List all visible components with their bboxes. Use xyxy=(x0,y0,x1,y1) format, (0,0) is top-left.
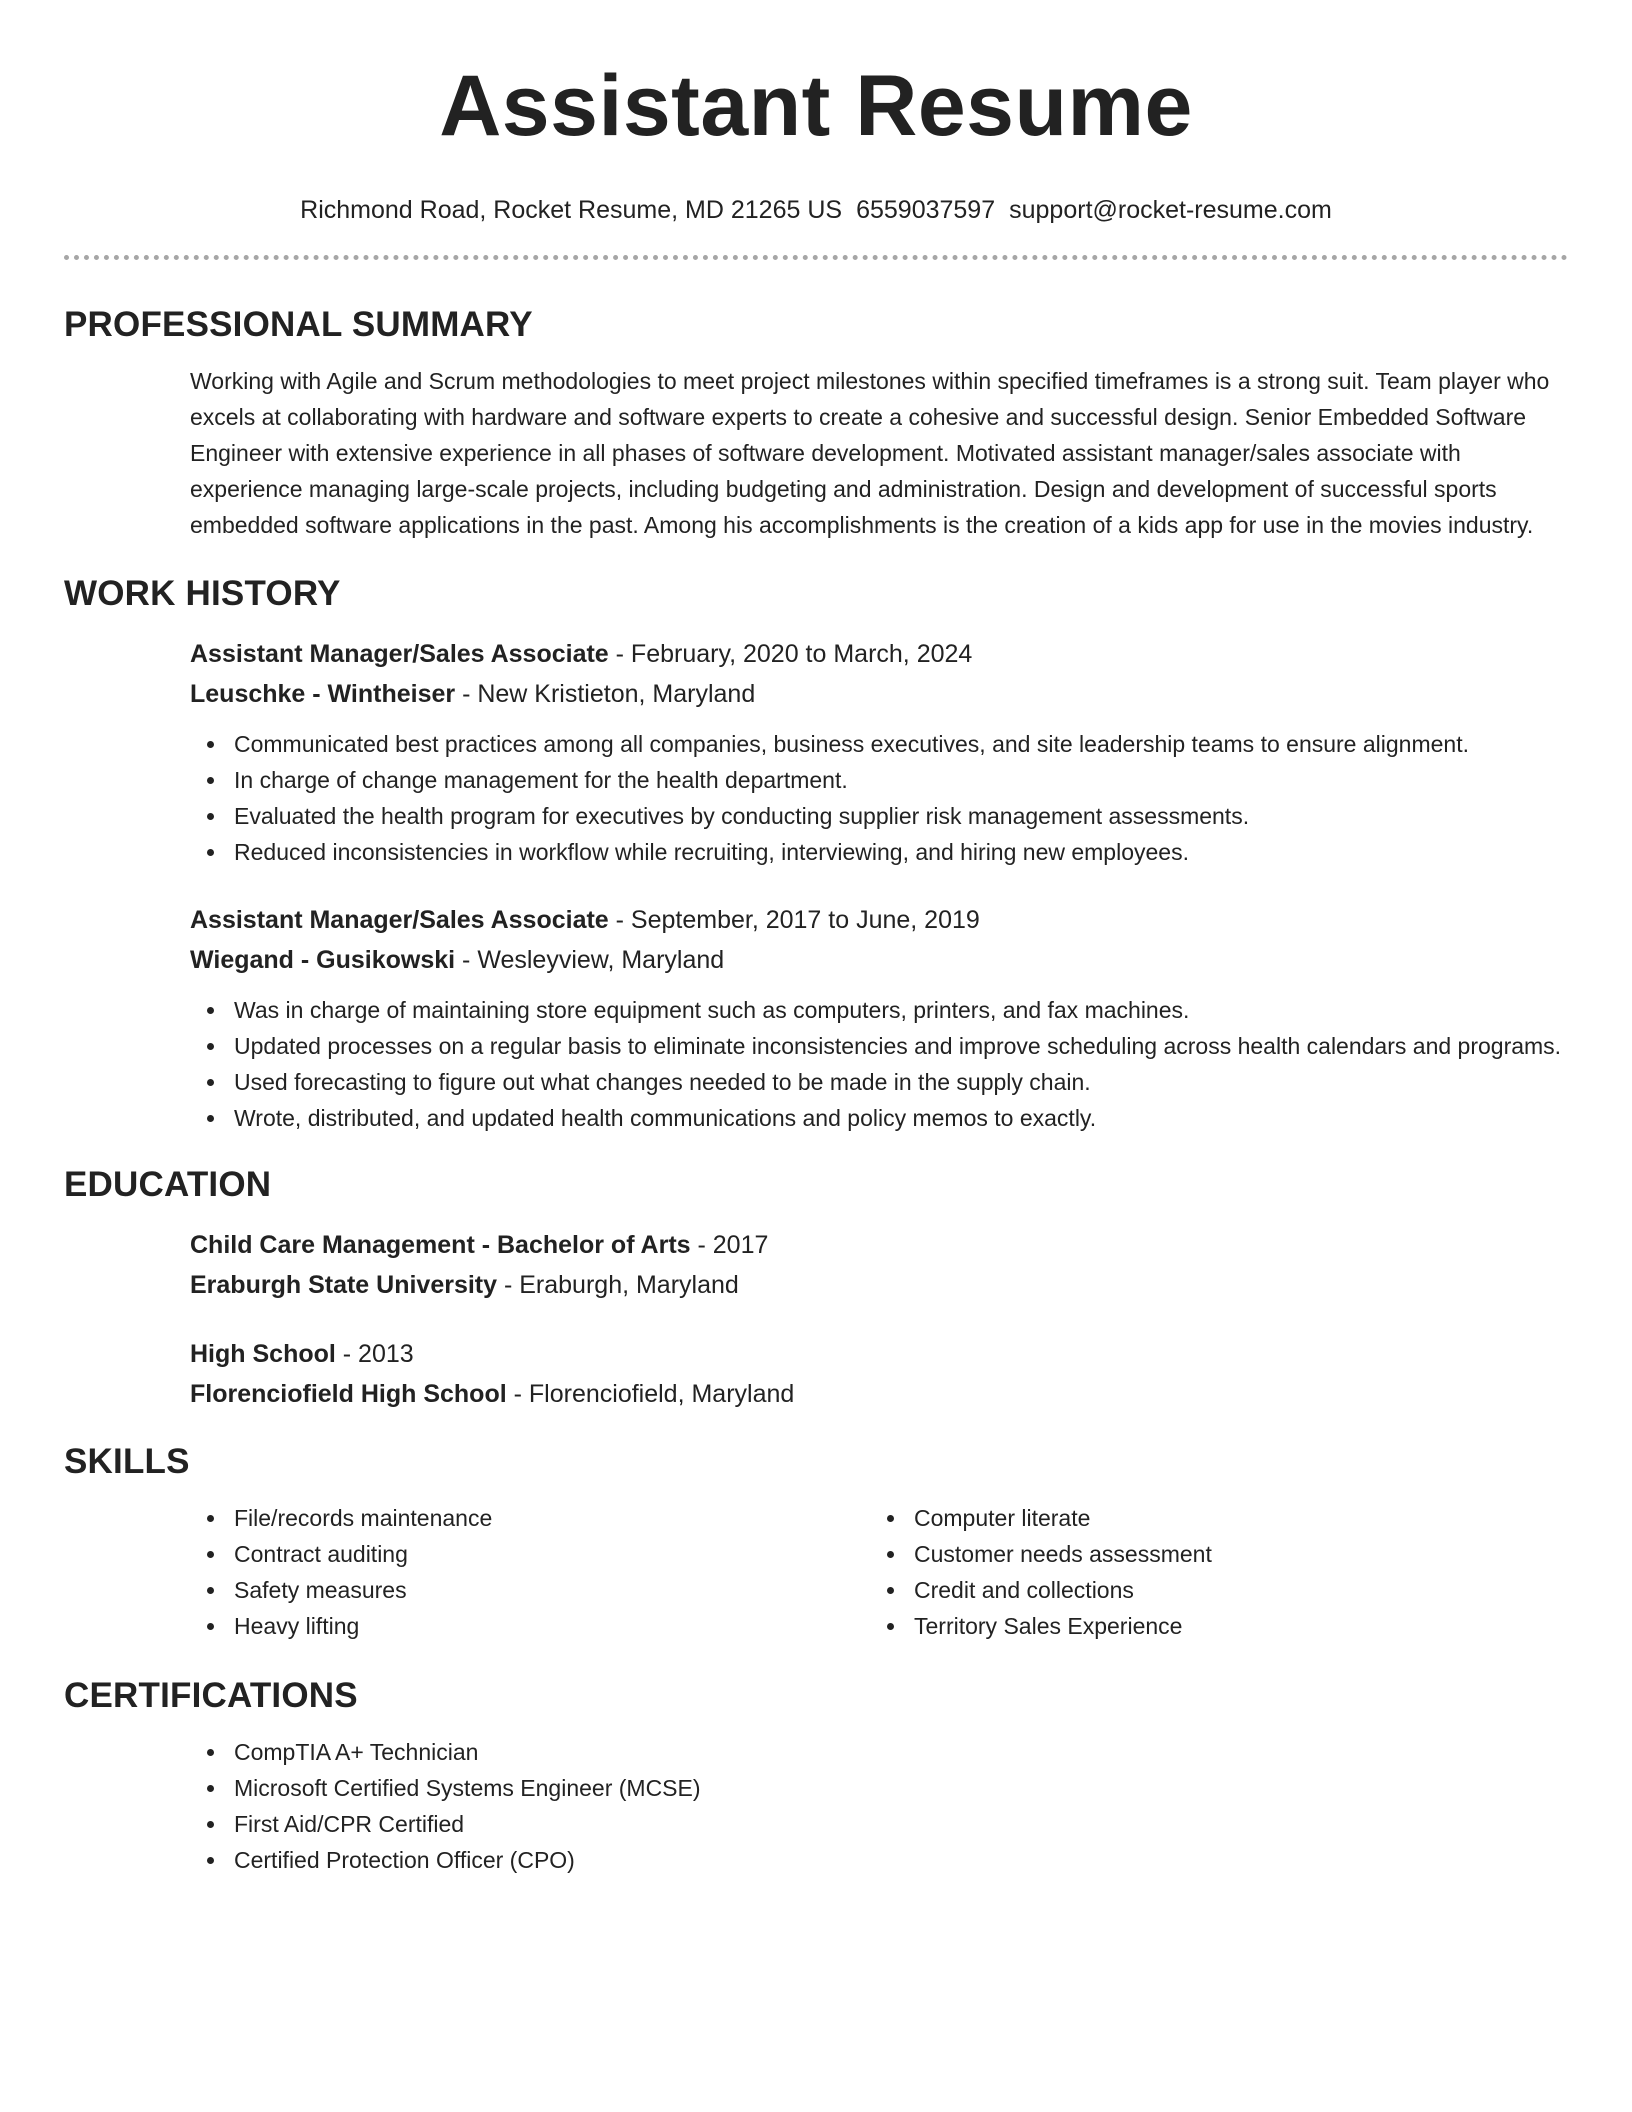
list-item: Heavy lifting xyxy=(190,1608,870,1644)
job-title: Assistant Manager/Sales Associate xyxy=(190,640,609,668)
job-company-line xyxy=(190,674,1568,714)
list-item: Contract auditing xyxy=(190,1536,870,1572)
list-item: Evaluated the health program for executives by conducting supplier risk management assessments. xyxy=(190,798,1568,834)
school-location: - Florenciofield, Maryland xyxy=(506,1380,795,1408)
list-item: Credit and collections xyxy=(870,1572,1550,1608)
certifications-list xyxy=(190,1734,1568,1878)
degree: Child Care Management - Bachelor of Arts xyxy=(190,1231,691,1259)
job-company: Wiegand - Gusikowski xyxy=(190,946,456,974)
job-entry xyxy=(64,900,1568,1136)
job-entry xyxy=(64,634,1568,870)
contact-line xyxy=(64,195,1568,225)
summary-text: Working with Agile and Scrum methodologies to meet project milestones within specified timeframes is a strong suit. Team player who excels at collaborating with hardware and software experts to create a cohesive and successful design. Senior Embedded Software Engineer with extensive experience in all phases of software development. Motivated assistant manager/sales associate with experience managing large-scale projects, including budgeting and administration. Design and development of successful sports embedded software applications in the past. Among his accomplishments is the creation of a kids app for use in the movies industry. xyxy=(190,368,1550,538)
list-item: First Aid/CPR Certified xyxy=(190,1806,1568,1842)
list-item: Computer literate xyxy=(870,1500,1550,1536)
skills-grid xyxy=(190,1500,1568,1644)
skills-column-right xyxy=(870,1500,1550,1644)
resume-page xyxy=(64,0,1568,1878)
list-item: Communicated best practices among all companies, business executives, and site leadership teams to ensure alignment. xyxy=(190,726,1568,762)
school: Eraburgh State University xyxy=(190,1271,498,1299)
list-item: Reduced inconsistencies in workflow while recruiting, interviewing, and hiring new employees. xyxy=(190,834,1568,870)
degree-line xyxy=(190,1334,1568,1374)
job-dates: - September, 2017 to June, 2019 xyxy=(608,906,980,934)
job-location: - New Kristieton, Maryland xyxy=(455,680,756,708)
job-bullets xyxy=(190,726,1568,870)
degree: High School xyxy=(190,1340,336,1368)
skills-heading: SKILLS xyxy=(64,1442,190,1481)
certifications-heading: CERTIFICATIONS xyxy=(64,1676,358,1715)
education-entry xyxy=(64,1225,1568,1305)
graduation-year: - 2013 xyxy=(335,1340,414,1368)
school-location: - Eraburgh, Maryland xyxy=(497,1271,739,1299)
list-item: CompTIA A+ Technician xyxy=(190,1734,1568,1770)
school: Florenciofield High School xyxy=(190,1380,507,1408)
dotted-divider xyxy=(64,255,1568,260)
school-line xyxy=(190,1374,1568,1414)
list-item: Customer needs assessment xyxy=(870,1536,1550,1572)
phone: 6559037597 xyxy=(856,196,996,224)
summary-heading: PROFESSIONAL SUMMARY xyxy=(64,305,533,344)
school-line xyxy=(190,1265,1568,1305)
job-title-line xyxy=(190,634,1568,674)
job-bullets xyxy=(190,992,1568,1136)
list-item: Used forecasting to figure out what changes needed to be made in the supply chain. xyxy=(190,1064,1568,1100)
list-item: Microsoft Certified Systems Engineer (MCSE) xyxy=(190,1770,1568,1806)
list-item: Updated processes on a regular basis to eliminate inconsistencies and improve scheduling across health calendars and programs. xyxy=(190,1028,1568,1064)
graduation-year: - 2017 xyxy=(690,1231,769,1259)
work-history-heading: WORK HISTORY xyxy=(64,574,341,613)
list-item: Certified Protection Officer (CPO) xyxy=(190,1842,1568,1878)
education-heading: EDUCATION xyxy=(64,1165,272,1204)
list-item: File/records maintenance xyxy=(190,1500,870,1536)
job-location: - Wesleyview, Maryland xyxy=(455,946,725,974)
job-title: Assistant Manager/Sales Associate xyxy=(190,906,609,934)
job-dates: - February, 2020 to March, 2024 xyxy=(608,640,973,668)
list-item: Was in charge of maintaining store equipment such as computers, printers, and fax machines. xyxy=(190,992,1568,1028)
list-item: Wrote, distributed, and updated health communications and policy memos to exactly. xyxy=(190,1100,1568,1136)
resume-title: Assistant Resume xyxy=(439,58,1193,154)
job-company-line xyxy=(190,940,1568,980)
address: Richmond Road, Rocket Resume, MD 21265 US xyxy=(300,196,843,224)
degree-line xyxy=(190,1225,1568,1265)
list-item: Territory Sales Experience xyxy=(870,1608,1550,1644)
job-title-line xyxy=(190,900,1568,940)
education-entry xyxy=(64,1334,1568,1414)
list-item: Safety measures xyxy=(190,1572,870,1608)
email: support@rocket-resume.com xyxy=(1009,196,1332,224)
skills-column-left xyxy=(190,1500,870,1644)
list-item: In charge of change management for the health department. xyxy=(190,762,1568,798)
job-company: Leuschke - Wintheiser xyxy=(190,680,456,708)
